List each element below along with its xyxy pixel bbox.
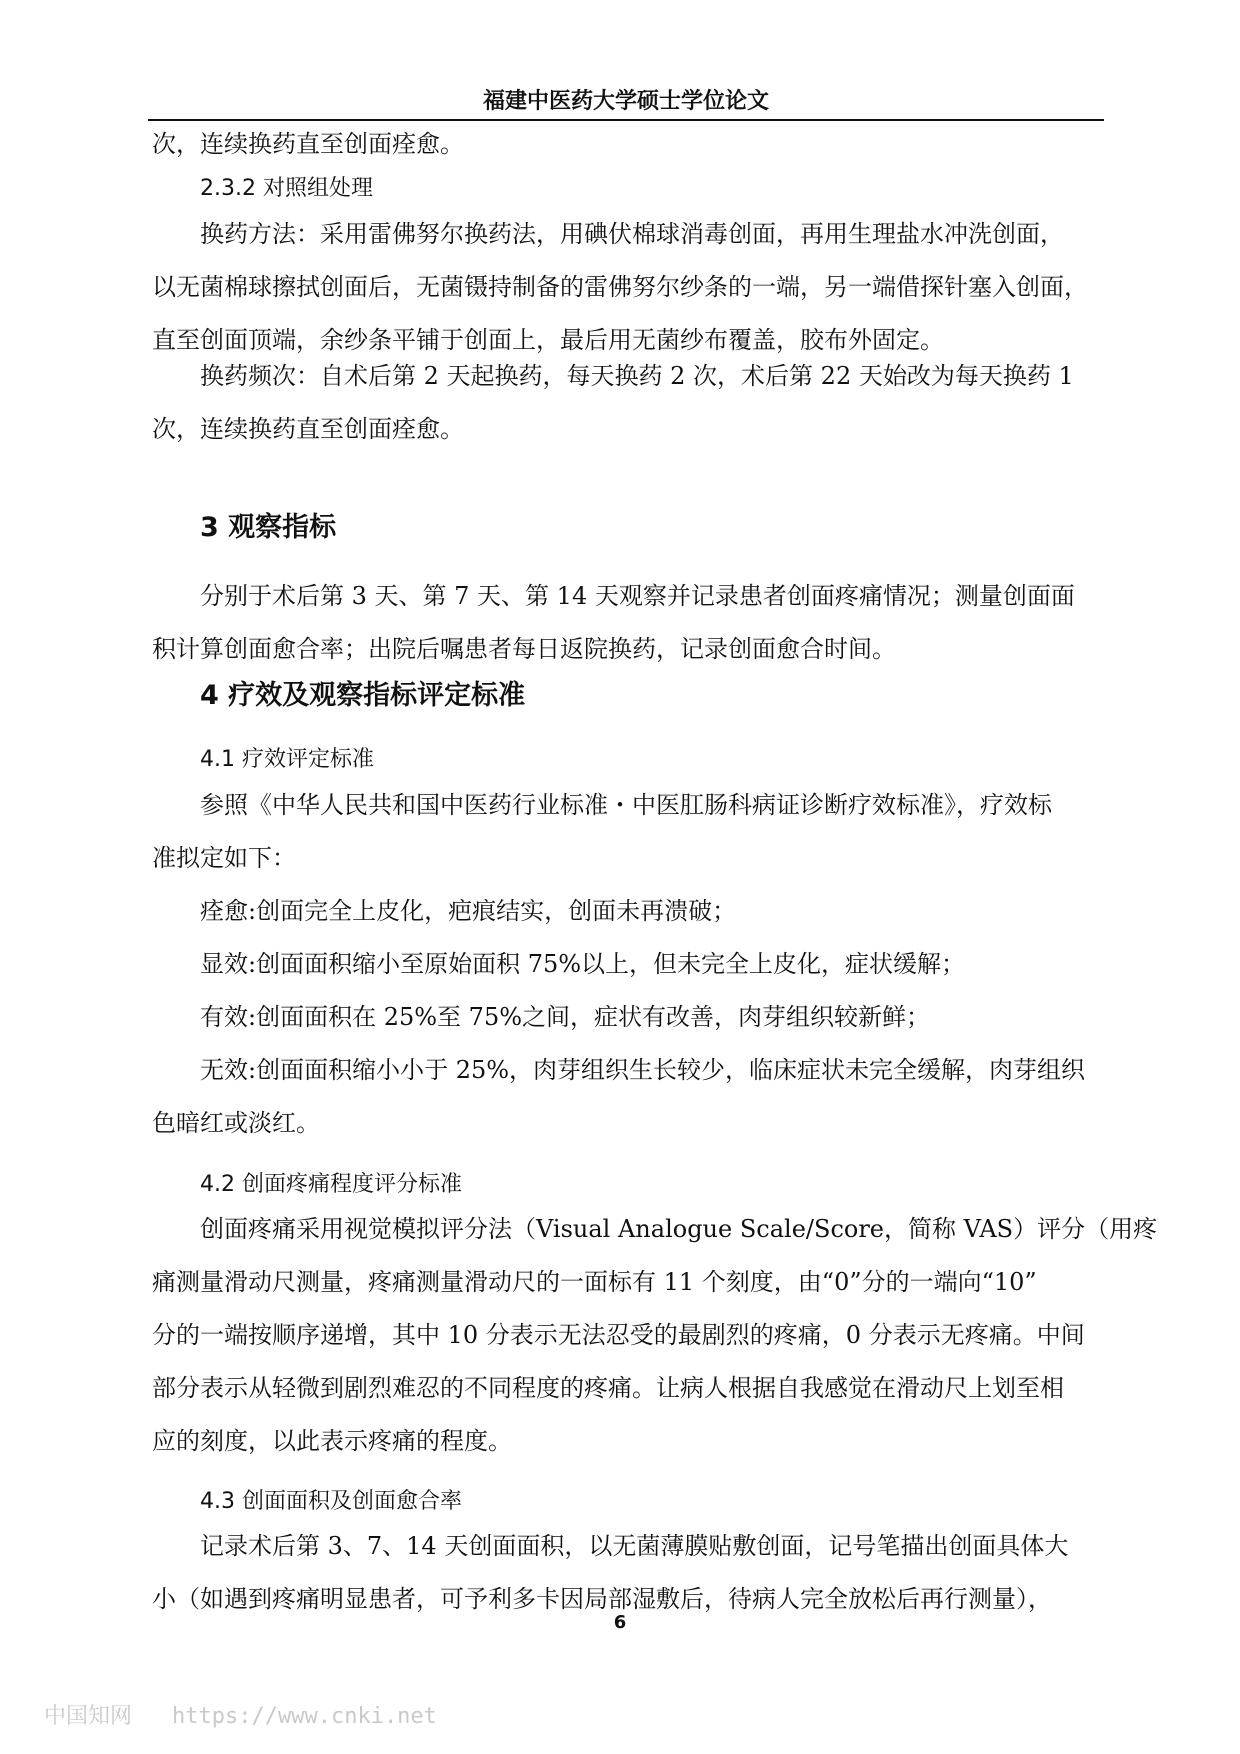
text-line: 分别于术后第 3 天、第 7 天、第 14 天观察并记录患者创面疼痛情况；测量创面面 (200, 582, 1075, 610)
text-line: 显效:创面面积缩小至原始面积 75%以上，但未完全上皮化，症状缓解； (200, 950, 966, 978)
text-line: 次，连续换药直至创面痊愈。 (152, 415, 464, 443)
text-line: 创面疼痛采用视觉模拟评分法（Visual Analogue Scale/Score，简称 VAS）评分（用疼 (200, 1215, 1158, 1243)
text-line: 色暗红或淡红。 (152, 1109, 320, 1137)
heading-2-3-2: 2.3.2 对照组处理 (200, 176, 373, 201)
text-line: 次，连续换药直至创面痊愈。 (152, 130, 464, 158)
heading-4-1: 4.1 疗效评定标准 (200, 747, 374, 772)
paragraph (152, 1203, 1158, 1468)
section-heading-3: 3 观察指标 (200, 512, 337, 543)
text-line: 换药频次：自术后第 2 天起换药，每天换药 2 次，术后第 22 天始改为每天换药 1 (200, 362, 1074, 390)
text-line: 痛测量滑动尺测量，疼痛测量滑动尺的一面标有 11 个刻度，由“0”分的一端向“10” (152, 1268, 1037, 1296)
criteria-effective (152, 991, 1104, 1044)
text-line: 痊愈:创面完全上皮化，疤痕结实，创面未再溃破； (200, 897, 737, 925)
criteria-markedly-effective (152, 938, 1104, 991)
watermark-url: https://www.cnki.net (172, 1704, 437, 1729)
watermark-site-name: 中国知网 (44, 1704, 133, 1729)
paragraph (152, 1520, 1104, 1626)
paragraph (152, 570, 1104, 676)
section-heading-4: 4 疗效及观察指标评定标准 (200, 680, 526, 711)
paragraph (152, 779, 1104, 885)
text-line: 直至创面顶端，余纱条平铺于创面上，最后用无菌纱布覆盖，胶布外固定。 (152, 326, 944, 354)
page-header-title: 福建中医药大学硕士学位论文 (482, 89, 769, 114)
text-line: 积计算创面愈合率；出院后嘱患者每日返院换药，记录创面愈合时间。 (152, 635, 896, 663)
criteria-cured (152, 885, 1104, 938)
text-line: 参照《中华人民共和国中医药行业标准・中医肛肠科病证诊断疗效标准》，疗效标 (200, 791, 1052, 819)
page-number: 6 (613, 1612, 627, 1633)
paragraph (152, 118, 1104, 171)
paragraph (152, 208, 1104, 367)
text-line: 准拟定如下： (152, 844, 296, 872)
text-line: 记录术后第 3、7、14 天创面面积，以无菌薄膜贴敷创面，记号笔描出创面具体大 (200, 1532, 1069, 1560)
text-line: 部分表示从轻微到剧烈难忍的不同程度的疼痛。让病人根据自我感觉在滑动尺上划至相 (152, 1374, 1064, 1402)
text-line: 以无菌棉球擦拭创面后，无菌镊持制备的雷佛努尔纱条的一端，另一端借探针塞入创面， (152, 273, 1088, 301)
text-line: 有效:创面面积在 25%至 75%之间，症状有改善，肉芽组织较新鲜； (200, 1003, 931, 1031)
text-line: 无效:创面面积缩小小于 25%，肉芽组织生长较少，临床症状未完全缓解，肉芽组织 (200, 1056, 1086, 1084)
text-line: 应的刻度，以此表示疼痛的程度。 (152, 1427, 512, 1455)
criteria-ineffective (152, 1044, 1104, 1150)
text-line: 小（如遇到疼痛明显患者，可予利多卡因局部湿敷后，待病人完全放松后再行测量）， (152, 1585, 1052, 1613)
text-line: 分的一端按顺序递增，其中 10 分表示无法忍受的最剧烈的疼痛，0 分表示无疼痛。中间 (152, 1321, 1085, 1349)
heading-4-2: 4.2 创面疼痛程度评分标准 (200, 1172, 462, 1197)
heading-4-3: 4.3 创面面积及创面愈合率 (200, 1489, 462, 1514)
paragraph (152, 350, 1104, 456)
watermark (44, 1699, 477, 1730)
text-line: 换药方法：采用雷佛努尔换药法，用碘伏棉球消毒创面，再用生理盐水冲洗创面， (200, 220, 1064, 248)
